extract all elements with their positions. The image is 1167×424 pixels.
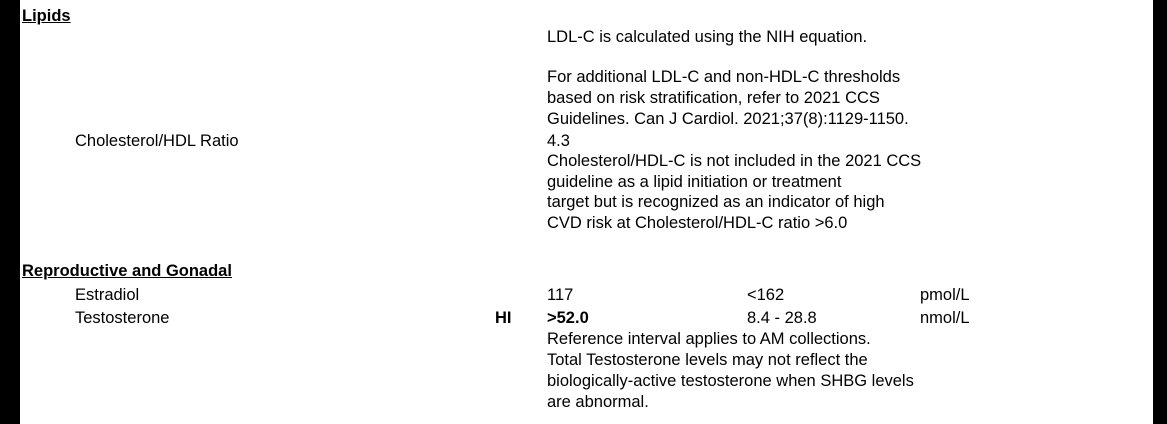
estradiol-unit: pmol/L bbox=[920, 286, 970, 304]
ratio-value: 4.3 bbox=[547, 132, 570, 150]
lab-report-page bbox=[20, 0, 1153, 424]
testosterone-reference: 8.4 - 28.8 bbox=[747, 309, 817, 327]
ldl-note: LDL-C is calculated using the NIH equation. bbox=[547, 28, 868, 46]
estradiol-value: 117 bbox=[547, 286, 574, 304]
testosterone-note-line: biologically-active testosterone when SHBG levels bbox=[547, 372, 914, 390]
estradiol-reference: <162 bbox=[747, 286, 785, 304]
testosterone-note-line: Total Testosterone levels may not reflect the bbox=[547, 351, 868, 369]
testosterone-flag: HI bbox=[495, 309, 512, 327]
section-title-lipids: Lipids bbox=[22, 7, 71, 25]
section-title-reproductive: Reproductive and Gonadal bbox=[22, 262, 232, 280]
threshold-note-line: For additional LDL-C and non-HDL-C thresholds bbox=[547, 68, 901, 86]
threshold-note-line: Guidelines. Can J Cardiol. 2021;37(8):1129-1150. bbox=[547, 110, 909, 128]
testosterone-note-line: Reference interval applies to AM collections. bbox=[547, 330, 871, 348]
ratio-note-line: Cholesterol/HDL-C is not included in the 2021 CCS bbox=[547, 152, 922, 170]
testosterone-label: Testosterone bbox=[75, 309, 170, 327]
estradiol-label: Estradiol bbox=[75, 286, 140, 304]
ratio-note-line: target but is recognized as an indicator of high bbox=[547, 193, 885, 211]
ratio-note-line: guideline as a lipid initiation or treatment bbox=[547, 173, 842, 191]
ratio-label: Cholesterol/HDL Ratio bbox=[75, 132, 239, 150]
testosterone-value: >52.0 bbox=[547, 309, 589, 327]
ratio-note-line: CVD risk at Cholesterol/HDL-C ratio >6.0 bbox=[547, 214, 848, 232]
threshold-note-line: based on risk stratification, refer to 2021 CCS bbox=[547, 89, 880, 107]
testosterone-unit: nmol/L bbox=[920, 309, 970, 327]
testosterone-note-line: are abnormal. bbox=[547, 393, 649, 411]
